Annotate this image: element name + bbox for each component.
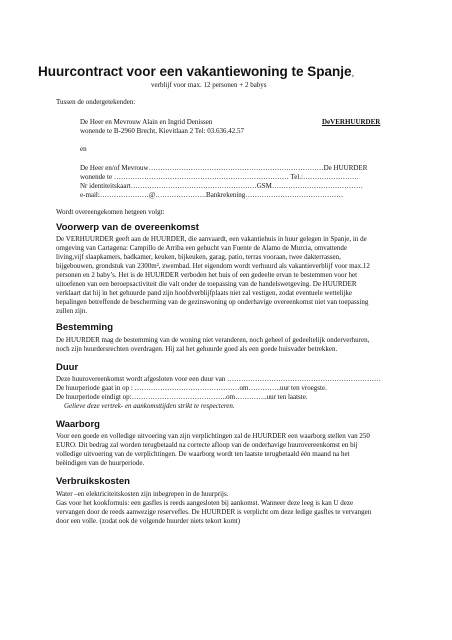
section-body-costs	[56, 490, 412, 526]
title-text: Huurcontract voor een vakantiewoning te Spanje	[38, 64, 352, 79]
object-line: De VERHUURDER geeft aan de HUURDER, die aanvaardt, een vakantiehuis in huur gelegen in Spanje, in de	[56, 235, 367, 243]
object-line: verklaart dat hij in het gehuurde pand zijn hoofdverblijfplaats niet zal vestigen, zodat eventuele wettelijke	[56, 289, 353, 297]
document-title	[38, 64, 418, 81]
duration-line-3: De huurperiode eindigt op:…………………………………..om…………..uur ten laatste.	[56, 393, 308, 401]
document-subtitle: verblijf voor max. 12 personen + 2 babys	[151, 81, 267, 89]
deposit-line: beëindigen van de huurperiode.	[56, 459, 145, 467]
object-line: omgeving van Cartagena: Campillo de Arriba een gehucht van Fuente de Alamo de Murcia, omvattende	[56, 244, 347, 252]
en-text: en	[80, 145, 87, 153]
destination-line: De HUURDER mag de bestemming van de woning niet veranderen, noch geheel of gedeeltelijk onderverhuren,	[56, 336, 370, 344]
section-body-deposit	[56, 432, 412, 468]
object-line: living,vijf slaapkamers, badkamer, keuken, bijkeuken, garag, patio, terras vooraan, twee dakterrassen,	[56, 253, 341, 261]
owner-role: DeVERHUURDER	[322, 118, 381, 126]
object-line: bijgebouwen, grondstuk van 2300m², zwembad. Het eigendom wordt verhuurd als vakantieverblijf voor max.12	[56, 262, 370, 270]
title-suffix: ,	[351, 68, 355, 78]
costs-line: Water –en elektriciteitskosten zijn inbegrepen in de huurprijs.	[56, 490, 229, 498]
duration-line-1: Deze huurovereenkomst wordt afgesloten voor een duur van …………………………………………………………	[56, 375, 382, 383]
section-heading-object: Voorwerp van de overeenkomst	[56, 222, 199, 233]
owner-line-2: wonende te B-2960 Brecht, Kievitlaan 2 Tel: 03.636.42.57	[80, 127, 245, 135]
section-heading-deposit: Waarborg	[56, 419, 100, 430]
tenant-line-4: e-mail:…………………@………………….Bankrekening……………………………………	[80, 191, 344, 199]
deposit-line: Voor een goede en volledige uitvoering van zijn verplichtingen zal de HUURDER een waarborg stellen van 250	[56, 432, 370, 440]
costs-line: vervangen door de reeds aanwezige reservefles. De HUURDER is verplicht om deze ledige gasfles te vervangen	[56, 508, 372, 516]
section-body-destination	[56, 336, 412, 354]
section-body-duration	[56, 375, 412, 411]
object-line: personen en 2 baby’s. Het is de HUURDER verboden het huis of een gedeelte ervan te bestemmen voor het	[56, 271, 358, 279]
deposit-line: EURO. Dit bedrag zal worden terugbetaald na correcte afloop van de onderhavige huurovereenkomst en bij	[56, 441, 358, 449]
tenant-line-1: De Heer en/of Mevrouw…………………………………………………………………De HUURDER	[80, 164, 368, 172]
section-heading-costs: Verbruikskosten	[56, 476, 130, 487]
object-line: bepalingen betreffende de bescherming van de gezinswoning op onderhavige overeenkomst niet van toepassing	[56, 298, 369, 306]
section-heading-destination: Bestemming	[56, 322, 114, 333]
object-line: uitoefenen van een beroepsactiviteit die valt onder de toepassing van de handelswetgeving. De HUURDER	[56, 280, 357, 288]
owner-line-1: De Heer en Mevrouw Alain en Ingrid Denissen	[80, 118, 213, 126]
destination-line: noch zijn huurdersrechten overdragen. Hij zal het gehuurde goed als een goede huisvader betrekken.	[56, 345, 338, 353]
section-body-object	[56, 235, 412, 316]
costs-line: door een volle. (zodat ook de volgende huurder niets tekort komt)	[56, 517, 241, 525]
object-line: zullen zijn.	[56, 307, 88, 315]
deposit-line: volledige uitvoering van de verplichtingen. De waarborg wordt ten laatste terugbetaald één maand na het	[56, 450, 350, 458]
duration-note: Gelieve deze vertrek- en aankomsttijden strikt te respecteren.	[64, 402, 235, 410]
agreed-text: Wordt overeengekomen hetgeen volgt:	[56, 208, 165, 216]
duration-line-2: De huurperiode gaat in op : ………………………………………om…………..uur ten vroegste.	[56, 384, 327, 392]
tenant-line-2: wonende te ………………………………………………………………… Tel.:……………………	[80, 173, 359, 181]
costs-line: Gas voor het kookfornuis: een gasfles is reeds aangesloten bij aankomst. Wanneer deze leeg is kan U deze	[56, 499, 354, 507]
tenant-line-3: Nr identiteitskaart………………………………………………GSM…………………………………	[80, 182, 363, 190]
section-heading-duration: Duur	[56, 362, 79, 373]
intro-text: Tussen de ondergetekenden:	[56, 98, 136, 106]
